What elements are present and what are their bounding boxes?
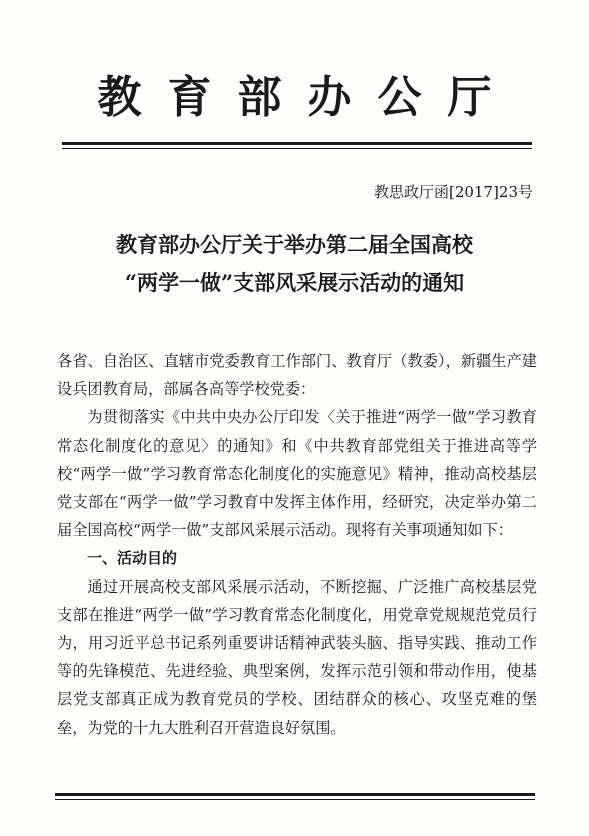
section-paragraph-purpose: 通过开展高校支部风采展示活动，不断挖掘、广泛推广高校基层党支部在推进“两学一做”学习教育常态化制度化，用党章党规规范党员行为，用习近平总书记系列重要讲话精神武装头脑、指导实践、推动工作等的先锋模范、先进经验、典型案例，发挥示范引领和带动作用，使基层党支部真正成为教育党员的学校、团结群众的核心、攻坚克难的堡垒，为党的十九大胜利召开营造良好氛围。 <box>57 577 537 737</box>
letterhead-title: 教育部办公厅 <box>97 72 518 123</box>
footer-rule-thick <box>55 793 535 796</box>
document-title-line-2: “两学一做”支部风采展示活动的通知 <box>124 270 465 295</box>
letterhead-rule-thin <box>62 148 532 149</box>
document-number: 教思政厅函[2017]23号 <box>374 183 533 201</box>
addressee: 各省、自治区、直辖市党委教育工作部门、教育厅（教委），新疆生产建设兵团教育局，部属各高等学校党委： <box>57 352 537 399</box>
section-heading-purpose: 一、活动目的 <box>87 549 178 568</box>
intro-paragraph: 为贯彻落实《中共中央办公厅印发〈关于推进“两学一做”学习教育常态化制度化的意见〉的通知》和《中共教育部党组关于推进高等学校“两学一做”学习教育常态化制度化的实施意见》精神，推动高校基层党支部在“两学一做”学习教育中发挥主体作用，经研究，决定举办第二届全国高校“两学一做”支部风采展示活动。现将有关事项通知如下： <box>57 408 537 540</box>
footer-rule-thin <box>55 799 535 800</box>
document-body <box>57 347 537 742</box>
document-title <box>0 226 589 302</box>
document-title-line-1: 教育部办公厅关于举办第二届全国高校 <box>116 232 473 257</box>
letterhead-rule-thick <box>62 142 532 145</box>
